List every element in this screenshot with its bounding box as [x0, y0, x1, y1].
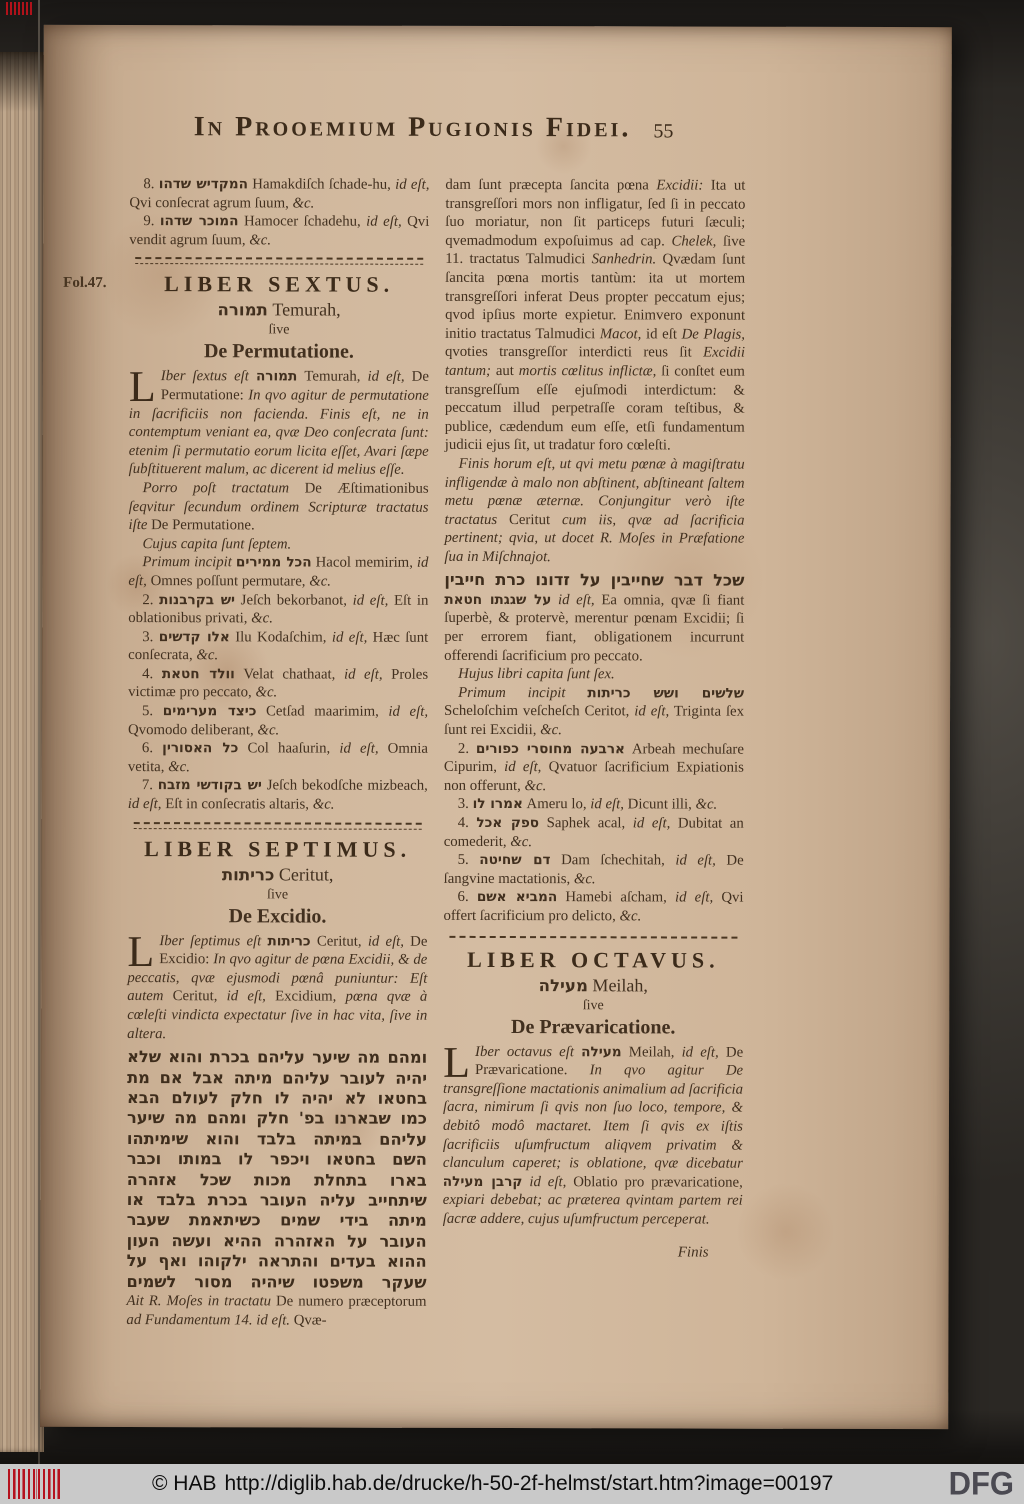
text-segment: id eſt,	[128, 555, 429, 589]
list-item	[128, 665, 428, 703]
text-segment: &c.	[309, 573, 332, 590]
text-segment: In qvo agitur de permutatione in ſacrificiis non facienda. Finis eſt, ne in contemptum veniant ea, qvæ Deo conſecrata ſunt: etenim ſi permutatio eorum licita eſſet, Avari ſæpe ſubſtituerent malum, ac dicerent id melius eſſe.	[128, 387, 429, 479]
text-segment: id eſt,	[339, 740, 379, 757]
text-segment: יש בקודשי מזבח	[157, 777, 262, 794]
list-item	[129, 212, 429, 250]
book-page-scan	[40, 25, 952, 1429]
section-rule	[135, 257, 423, 265]
text-segment: Ita ut transgreſſori mors non infligatur, ſed ſi in peccato ſuo moriatur, non ſit particeps futuri ſæculi; qvemadmodum expoſuimus ad cap.	[445, 177, 746, 250]
text-segment: Qvi offert ſacrificium pro delicto,	[443, 889, 744, 925]
text-segment: &c.	[196, 647, 219, 664]
text-segment: Excidii tantum;	[444, 344, 746, 379]
text-segment: Jeſch bekodſche mizbeach,	[261, 777, 428, 795]
text-segment: De Plagis,	[681, 326, 746, 343]
text-segment: id eſt,	[388, 703, 429, 720]
text-segment: &c.	[292, 195, 315, 212]
text-segment: Finis horum eſt, ut qvi metu pœnæ à magiſtratu infligendæ à malo non abſtinent, abſtineant ſaltem metu pœnæ æternæ. Conjungitur verò iſte tractatus	[444, 455, 745, 528]
text-segment: Dam ſchechitah,	[550, 852, 676, 869]
section-heading-octavus: LIBER OCTAVUS.	[467, 946, 720, 973]
text-segment: תמורה	[217, 300, 268, 320]
text-segment: Scheloſchim veſcheſch Ceritot,	[444, 703, 635, 720]
text-segment: id eſt	[641, 326, 682, 343]
text-segment: כריתות	[221, 864, 275, 885]
drop-cap: L	[443, 1037, 471, 1087]
list-item	[128, 591, 428, 629]
list-item	[128, 739, 428, 777]
text-segment: id eſt,	[127, 796, 162, 813]
sive-label: ſive	[267, 887, 289, 903]
text-segment: Temurah,	[297, 368, 368, 386]
paragraph	[442, 1037, 744, 1229]
paragraph	[127, 926, 428, 1044]
page-title: In Prooemium Pugionis Fidei.	[193, 111, 632, 144]
hebrew-text-block	[127, 1047, 428, 1293]
section-heading-septimus: LIBER SEPTIMUS.	[144, 835, 412, 862]
text-segment: Col haaſurin,	[238, 740, 340, 757]
text-segment: הכל ממירים	[235, 554, 312, 571]
text-segment: id eſt,	[681, 1044, 719, 1061]
text-segment: Eſt in oblationibus privati,	[128, 592, 429, 627]
text-segment: Qvædam ſunt ſancita pœna mortis tantùm: ita ut mortem transgreſſori inferat Deus propter peccatum ejus; qvod ipſius morte expietur. Enimvero exponunt initio tractatus Talmudici	[445, 251, 746, 343]
text-segment: De Permutatione.	[151, 517, 255, 534]
sive-label: ſive	[582, 997, 604, 1013]
text-segment: &c.	[257, 722, 280, 739]
text-segment: קרבן מעילה	[442, 1173, 523, 1190]
text-segment: id eſt,	[226, 988, 266, 1005]
text-segment: יש בקרבנות	[159, 591, 236, 608]
text-segment: expiari debebat; ac præterea qvintam partem rei ſacræ addere, cujus uſumfructum perceperat.	[442, 1192, 743, 1228]
text-segment: id eſt,	[395, 176, 430, 193]
text-segment: id eſt,	[675, 852, 716, 869]
copyright-label: © HAB	[152, 1472, 217, 1495]
text-segment: &c.	[619, 908, 642, 925]
list-item	[444, 814, 744, 852]
text-segment: Arbeah mechuſare Cipurim,	[443, 740, 744, 776]
text-segment: 6.	[141, 740, 163, 757]
list-item	[128, 628, 428, 666]
text-segment: כיצד מערימים	[162, 703, 257, 720]
text-segment: De Æſtimationibus	[304, 480, 429, 497]
text-segment: Hamakdiſch ſchade-hu,	[247, 176, 396, 193]
text-segment: De Permutatione:	[160, 369, 429, 404]
hebrew-line: השם בחטאו ויכפר לו במותו וכבר	[126, 1149, 427, 1170]
list-item	[128, 553, 428, 591]
text-segment: &c.	[249, 232, 272, 249]
text-segment: Temurah,	[267, 299, 341, 320]
text-segment: Omnia vetita,	[127, 740, 428, 775]
text-segment: Iber octavus eſt	[475, 1043, 582, 1060]
text-segment: Cujus capita ſunt ſeptem.	[142, 535, 292, 553]
list-item	[444, 851, 744, 889]
text-segment: Meilah,	[621, 1043, 682, 1061]
text-segment: Sanhedrin.	[591, 251, 657, 268]
text-segment: ſeqvitur ſecundum ordinem Scripturæ tractatus iſte	[128, 498, 429, 534]
text-segment: 6.	[457, 889, 477, 906]
text-segment: pœna qvæ à cœleſti vindicta expectatur ſive in hac vita, ſive in altera.	[127, 989, 428, 1042]
text-segment: כל האסורין	[162, 740, 239, 757]
text-segment: De numero præceptorum	[275, 1293, 427, 1310]
hebrew-line: כמו שבארנו בפ' חלק ומהם מה שיער	[126, 1108, 427, 1129]
text-segment: 4.	[142, 665, 162, 682]
text-segment: על שגגתו חטאת	[444, 591, 552, 609]
text-segment: Ceritut,	[310, 933, 368, 950]
paragraph-text	[127, 926, 428, 1042]
text-segment: mortis cœlitus inflictæ,	[518, 362, 657, 380]
hebrew-line: ומהם מה שיער עליהם בכרת והוא שלא	[127, 1047, 428, 1068]
text-segment: id eſt,	[551, 592, 595, 609]
text-segment: Triginta ſex ſunt rei Excidii,	[443, 703, 745, 739]
text-segment: Qvi conſecrat agrum ſuum,	[129, 194, 293, 212]
text-segment: ארבעה מחוסרי כפורים	[475, 740, 625, 757]
text-segment: Hamocer ſchadehu,	[238, 213, 367, 230]
text-segment: id eſt,	[367, 369, 405, 386]
text-segment: 3.	[457, 796, 473, 813]
text-segment: Ceritut	[508, 511, 551, 528]
text-segment: Porro poſt tractatum	[142, 480, 305, 497]
list-item	[444, 795, 744, 814]
paragraph	[129, 479, 429, 536]
section-hebrew-title	[443, 972, 743, 998]
text-segment: 5.	[142, 703, 163, 720]
text-segment: Oblatio pro prævaricatione,	[566, 1173, 743, 1191]
sive-label: ſive	[268, 322, 290, 338]
text-segment: מעילה	[538, 975, 588, 995]
hebrew-line: בארו בתחלת מכות שכל אזהרה	[126, 1169, 427, 1190]
paragraph	[126, 1292, 426, 1330]
text-segment: De Prævaricatione.	[474, 1044, 744, 1079]
source-line	[152, 1472, 833, 1496]
text-segment: Hacol memirim,	[311, 554, 417, 572]
text-segment: aut	[490, 362, 519, 379]
text-segment: אלו קדשים	[158, 628, 230, 645]
text-segment: id eſt,	[366, 213, 402, 230]
text-columns	[126, 175, 745, 1331]
text-segment: &c.	[524, 777, 547, 794]
section-hebrew-title	[128, 862, 428, 888]
text-segment: id eſt,	[674, 889, 714, 906]
text-segment: , ſive 11. tractatus Talmudici	[445, 233, 746, 268]
margin-note: Fol.47.	[63, 274, 107, 291]
text-segment: המביא אשם	[476, 889, 558, 906]
text-segment: &c.	[540, 722, 562, 739]
text-segment: Qvatuor ſacrificium Expiationis non offerunt,	[443, 759, 744, 794]
text-segment: Ilu Kodaſchim,	[229, 628, 332, 646]
text-segment: Primum incipit	[458, 684, 588, 702]
text-segment: Dicunt illi,	[623, 796, 696, 813]
text-segment: id eſt,	[352, 592, 389, 609]
drop-cap: L	[128, 362, 156, 412]
text-segment: &c.	[168, 758, 190, 776]
paragraph	[445, 176, 746, 456]
running-header	[114, 111, 754, 145]
text-segment: Hujus libri capita ſunt ſex.	[458, 666, 615, 683]
text-segment: Hamebi aſcham,	[557, 889, 676, 906]
list-item	[128, 702, 428, 740]
page-number: 55	[653, 120, 674, 143]
hebrew-text-block	[444, 570, 744, 591]
section-subtitle: De Permutatione.	[203, 340, 354, 364]
section-hebrew-title	[129, 297, 429, 323]
text-segment: id eſt,	[504, 759, 542, 776]
text-segment: &c.	[573, 870, 596, 888]
finis-label: Finis	[677, 1243, 709, 1261]
text-segment: De ſangvine mactationis,	[443, 852, 744, 887]
text-segment: 9.	[143, 213, 160, 230]
text-segment: Velat chathaat,	[234, 666, 344, 683]
drop-cap: L	[127, 926, 155, 976]
section-subtitle: De Excidio.	[228, 904, 327, 928]
list-item	[129, 175, 429, 213]
text-segment: Ceritut,	[172, 988, 227, 1005]
paragraph	[444, 591, 744, 666]
paragraph-text	[128, 362, 429, 479]
dfg-logo: DFG	[948, 1465, 1014, 1502]
text-segment: אמרו לו	[472, 796, 523, 813]
text-segment: Ameru lo,	[522, 796, 591, 813]
text-segment: המוכר שדהו	[159, 213, 239, 230]
right-column	[442, 176, 745, 1331]
calibration-marks-icon	[6, 2, 34, 15]
hebrew-line: שכל דבר שחייבין על זדונו כרת חייבין	[444, 570, 745, 591]
text-segment: Ait R. Moſes in tractatu	[126, 1293, 277, 1310]
text-segment: Cetſad maarimim,	[256, 703, 389, 720]
text-segment: id eſt,	[634, 703, 670, 720]
section-heading-sextus: LIBER SEXTUS.	[164, 271, 395, 298]
footer-bar	[0, 1464, 1024, 1504]
text-segment: דם שחיטה	[479, 852, 551, 869]
text-segment: id eſt,	[331, 629, 368, 646]
text-segment: Qvæ-	[293, 1312, 327, 1329]
hebrew-line: שיתחייב עליה העובר בכרת בלבד או	[126, 1190, 427, 1210]
text-segment: In qvo agitur de pœna Excidii, & de peccatis, qvæ ejusmodi pœnâ puniuntur: Eſt autem	[127, 951, 428, 1005]
text-segment: Macot,	[599, 326, 642, 343]
text-segment: Jeſch bekorbanot,	[235, 591, 353, 609]
text-segment: Ceritut,	[274, 864, 334, 885]
text-segment: &c.	[510, 833, 533, 850]
text-segment: וולד חטאת	[161, 666, 235, 683]
text-segment: Saphek acal,	[539, 815, 633, 832]
hebrew-line: ההוא בעדים והתראה ילקוהו ואף על	[126, 1251, 427, 1272]
text-segment: id eſt,	[343, 666, 383, 683]
hebrew-line: עליהם במיתה בלבד והוא שימיתהו	[126, 1128, 427, 1149]
text-segment: Iber ſeptimus eſt	[159, 932, 268, 950]
text-segment: &c.	[255, 684, 278, 701]
hebrew-line: שעקר משפטו שיהיה מסור לשמים	[126, 1271, 427, 1292]
text-segment: Dubitat an comederit,	[443, 815, 744, 850]
text-segment: id eſt,	[367, 933, 405, 950]
text-segment: De Excidio:	[159, 933, 428, 968]
text-segment: 2.	[142, 591, 160, 608]
text-segment: ſi conſtet eum transgreſſum eſſe ejuſmodi interdictum: & peccatum illud perpetraſſe coram teſtibus, & publice, cædendum eum eſſe, etſi fundamentum judicii ejus ſit, ut tradatur foro cœleſti.	[444, 363, 745, 454]
text-segment: Qvomodo deliberant,	[127, 721, 258, 739]
hebrew-line: העובר על האזהרה ההיא ועשה העון	[126, 1230, 427, 1251]
text-segment: Excidium,	[265, 988, 346, 1006]
hebrew-line: יהיה לעובר עליהם מיתה אבל אם מת	[127, 1067, 428, 1088]
source-url: http://diglib.hab.de/drucke/h-50-2f-helmst/start.htm?image=00197	[224, 1472, 834, 1495]
list-item	[443, 888, 743, 926]
list-item	[444, 684, 744, 741]
text-segment: Primum incipit	[142, 554, 236, 571]
text-segment: id eſt,	[632, 815, 671, 832]
text-segment: Excidii:	[656, 177, 704, 194]
text-segment: &c.	[251, 610, 273, 627]
hebrew-line: מיתה בידי שמים כשיתאמת שעבר	[126, 1210, 427, 1231]
text-segment: Hæc ſunt conſecrata,	[128, 629, 429, 664]
hebrew-line: בחטאו לא יהיה לו חלק לעולם הבא	[127, 1088, 428, 1108]
section-rule	[134, 822, 422, 830]
text-segment: id eſt,	[590, 796, 624, 813]
text-segment: כריתות	[267, 933, 311, 950]
list-item	[444, 739, 744, 796]
text-segment: Ea omnia, qvæ ſi fiant ſuperbè, & protervè, merentur pœnam Excidii; ſi per errorem fiant, obligationem incurrunt offerendi ſacrificium pro peccato.	[444, 592, 745, 665]
text-segment: 5.	[457, 852, 480, 869]
text-segment: ספק אכל	[476, 814, 540, 832]
section-subtitle: De Prævaricatione.	[510, 1015, 676, 1039]
text-segment: Iber ſextus eſt	[160, 368, 256, 385]
text-segment: dam ſunt præcepta ſancita pœna	[445, 176, 657, 194]
section-rule	[449, 935, 737, 938]
text-segment: Omnes poſſunt permutare,	[146, 572, 310, 590]
left-column	[126, 175, 429, 1330]
text-segment: 4.	[457, 814, 477, 831]
paragraph	[128, 535, 428, 554]
text-segment: &c.	[312, 796, 335, 813]
text-segment: ad Fundamentum 14. id eſt.	[126, 1311, 294, 1329]
text-segment: מעילה	[581, 1043, 622, 1060]
list-item	[128, 776, 428, 814]
text-segment: Proles victimæ pro peccato,	[128, 666, 429, 701]
text-segment: 2.	[457, 740, 476, 757]
text-segment: id eſt,	[522, 1173, 567, 1190]
paragraph	[128, 362, 429, 479]
text-segment: 7.	[141, 777, 158, 794]
text-segment: המקדיש שדהו	[158, 176, 249, 193]
text-segment: Qvi vendit agrum ſuum,	[129, 213, 430, 249]
text-segment: Meilah,	[587, 974, 648, 995]
text-segment: qvoties transgreſſor interdicti reus ſit	[444, 344, 704, 361]
text-segment: 8.	[143, 176, 159, 193]
text-segment: &c.	[695, 796, 718, 813]
text-segment: 3.	[142, 628, 159, 645]
paragraph-text	[442, 1037, 744, 1228]
text-segment: Eſt in conſecratis altaris,	[161, 796, 313, 813]
paragraph	[444, 665, 744, 684]
text-segment: שלשים ושש כריתות	[587, 685, 745, 702]
text-segment: cum iis, qvæ ad ſacrificia pertinent; qvia, ut docet R. Moſes in Præfatione ſua in Miſchnajot.	[444, 511, 745, 566]
text-segment: תמורה	[255, 368, 298, 385]
text-segment: In qvo agitur De transgreſſione mactationis animalium ad ſacrificia ſacra, nimirum ſi qvis non ſuo loco, tempore, & debitô modô mactaret. Item ſi qvis ex iſtis ſacrificiis uſumfructum aliqvem privatim & clanculum caperet; is oblatione, qvæ dicebatur	[442, 1062, 744, 1172]
paragraph	[444, 455, 744, 567]
text-segment: Chelek	[671, 233, 713, 250]
hab-logo-icon	[8, 1469, 60, 1499]
